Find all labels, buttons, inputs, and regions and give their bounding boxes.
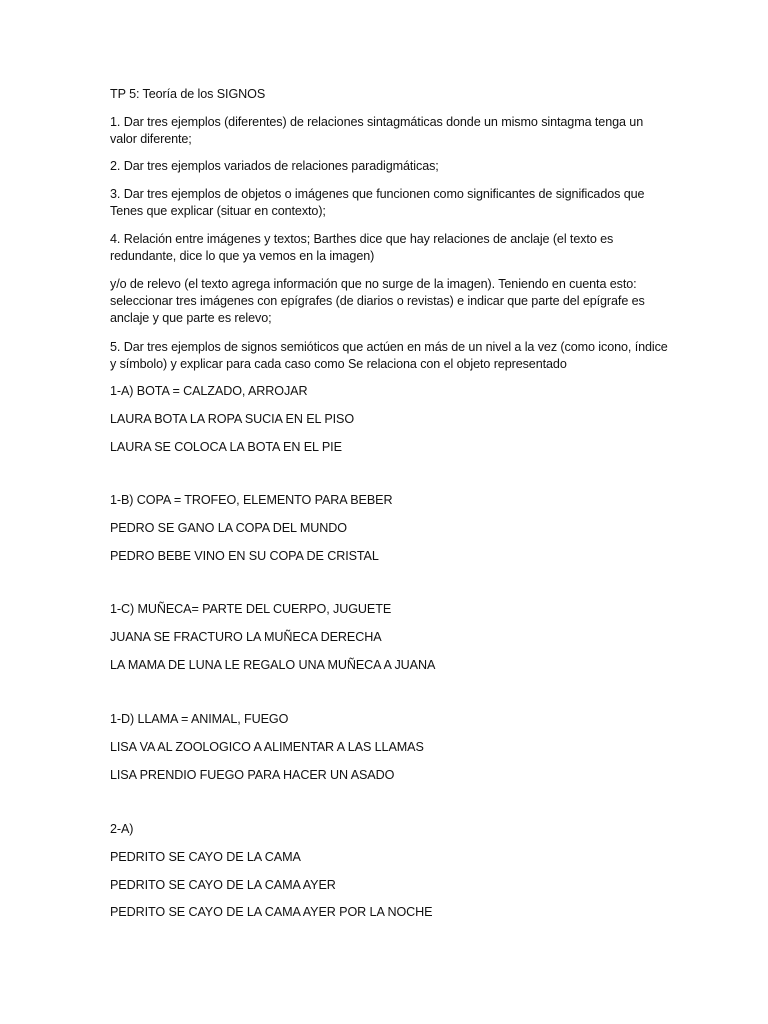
- answer-1b-example-2: PEDRO BEBE VINO EN SU COPA DE CRISTAL: [110, 549, 379, 563]
- answer-2a-example-2: PEDRITO SE CAYO DE LA CAMA AYER: [110, 878, 336, 892]
- answer-1a-heading: 1-A) BOTA = CALZADO, ARROJAR: [110, 384, 308, 398]
- answer-2a-example-1: PEDRITO SE CAYO DE LA CAMA: [110, 850, 301, 864]
- instruction-1: 1. Dar tres ejemplos (diferentes) de relaciones sintagmáticas donde un mismo sintagma tenga un valor diferente;: [110, 115, 644, 146]
- answer-1a-example-2: LAURA SE COLOCA LA BOTA EN EL PIE: [110, 440, 342, 454]
- answer-1c-example-1: JUANA SE FRACTURO LA MUÑECA DERECHA: [110, 630, 382, 644]
- answer-2a-example-3: PEDRITO SE CAYO DE LA CAMA AYER POR LA NOCHE: [110, 905, 433, 919]
- instruction-3: 3. Dar tres ejemplos de objetos o imágenes que funcionen como significantes de significados que Tenes que explicar (situar en contexto);: [110, 187, 645, 218]
- answer-1d-heading: 1-D) LLAMA = ANIMAL, FUEGO: [110, 712, 289, 726]
- answer-1a-example-1: LAURA BOTA LA ROPA SUCIA EN EL PISO: [110, 412, 355, 426]
- page-title: TP 5: Teoría de los SIGNOS: [110, 87, 266, 101]
- instruction-4: 4. Relación entre imágenes y textos; Barthes dice que hay relaciones de anclaje (el texto es redundante, dice lo que ya vemos en la imagen): [110, 232, 614, 263]
- instruction-4-continued: y/o de relevo (el texto agrega información que no surge de la imagen). Teniendo en cuenta esto: seleccionar tres imágenes con epígrafes (de diarios o revistas) e indicar que parte del epígrafe es anclaje y que parte es relevo;: [110, 277, 645, 325]
- answer-1c-example-2: LA MAMA DE LUNA LE REGALO UNA MUÑECA A JUANA: [110, 658, 436, 672]
- answer-1b-example-1: PEDRO SE GANO LA COPA DEL MUNDO: [110, 521, 347, 535]
- instruction-5: 5. Dar tres ejemplos de signos semióticos que actúen en más de un nivel a la vez (como icono, índice y símbolo) y explicar para cada caso como Se relaciona con el objeto representado: [110, 340, 668, 371]
- answer-2a-heading: 2-A): [110, 822, 134, 836]
- answer-1c-heading: 1-C) MUÑECA= PARTE DEL CUERPO, JUGUETE: [110, 602, 392, 616]
- answer-1d-example-2: LISA PRENDIO FUEGO PARA HACER UN ASADO: [110, 768, 395, 782]
- instruction-2: 2. Dar tres ejemplos variados de relaciones paradigmáticas;: [110, 159, 439, 173]
- answer-1b-heading: 1-B) COPA = TROFEO, ELEMENTO PARA BEBER: [110, 493, 393, 507]
- answer-1d-example-1: LISA VA AL ZOOLOGICO A ALIMENTAR A LAS LLAMAS: [110, 740, 424, 754]
